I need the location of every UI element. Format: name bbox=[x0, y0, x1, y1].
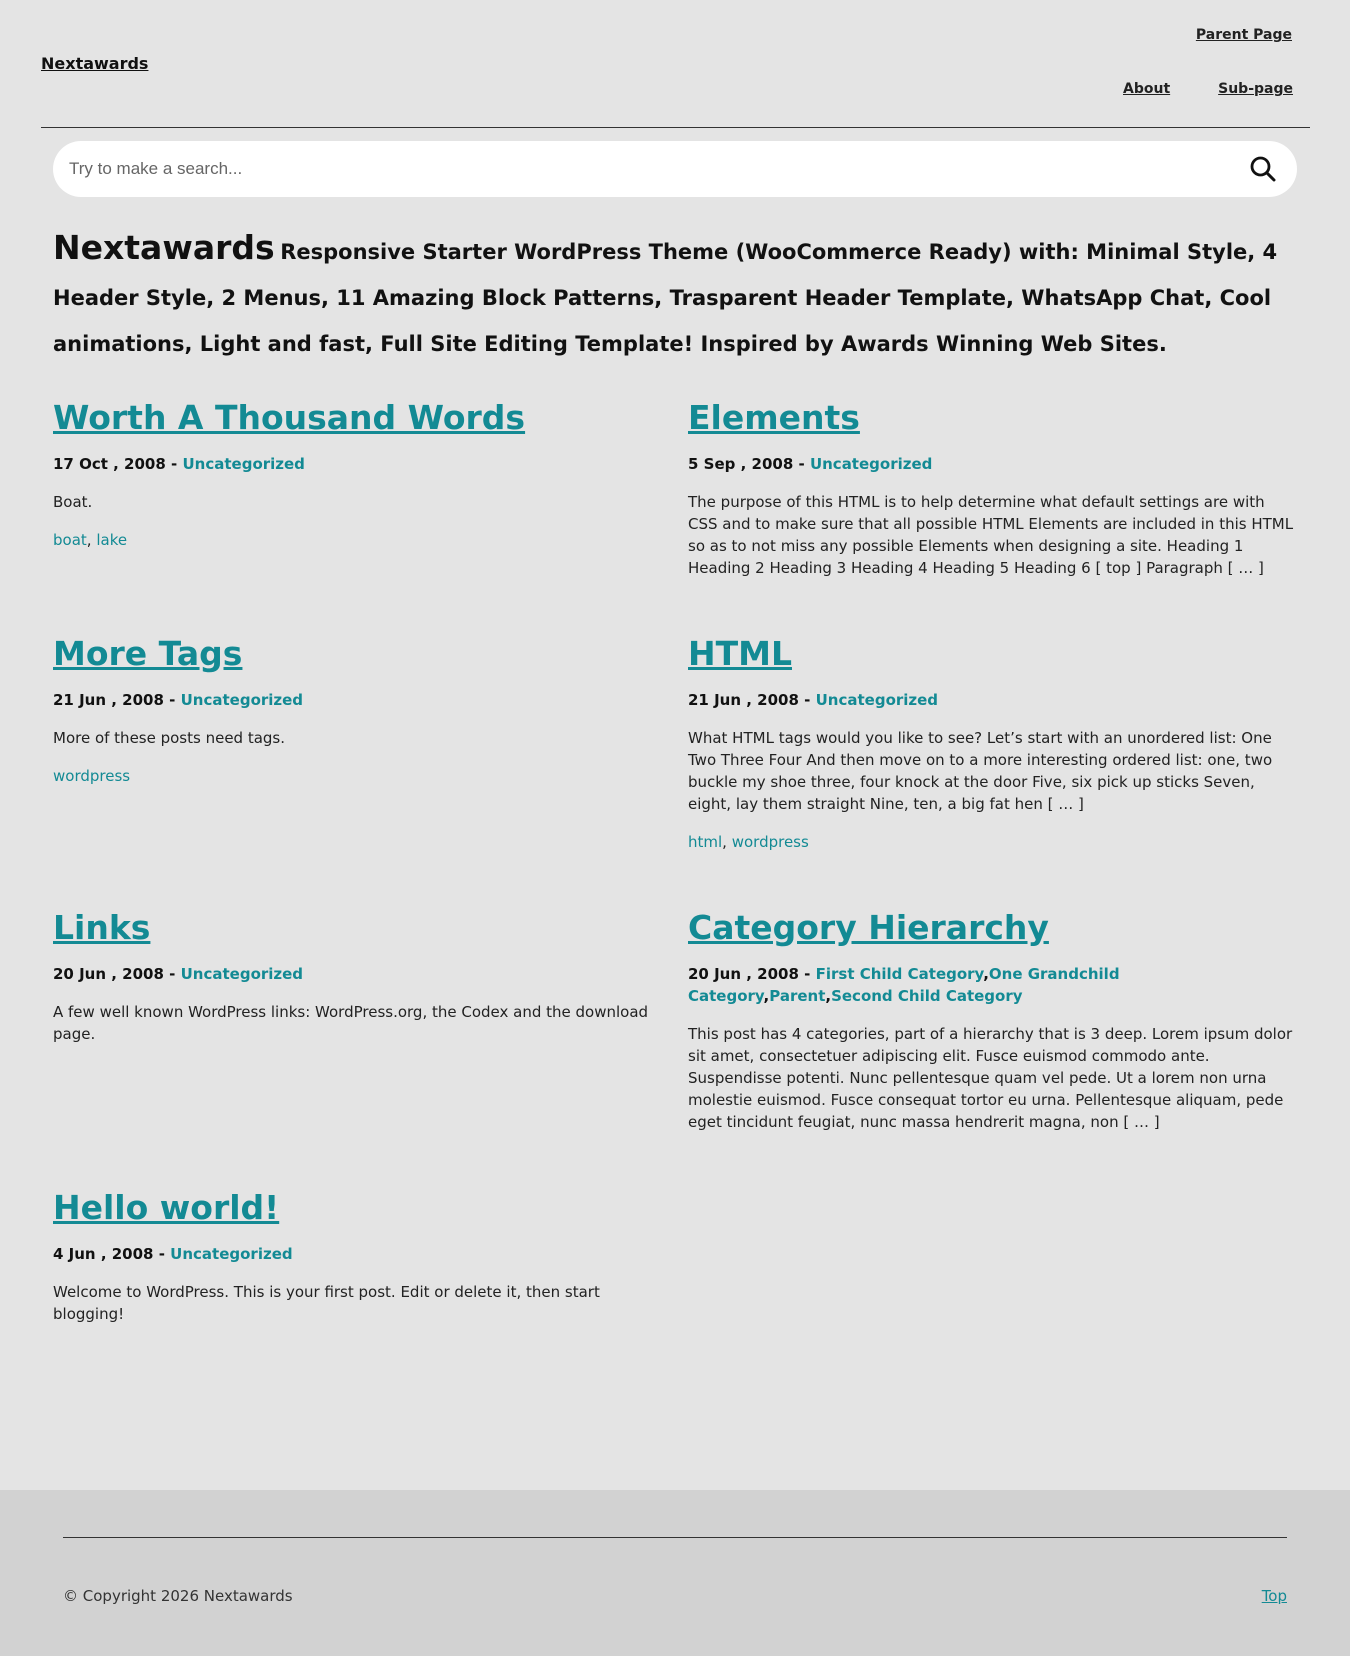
post-category-link[interactable]: Uncategorized bbox=[809, 455, 933, 473]
post-card bbox=[53, 397, 663, 551]
post-meta bbox=[53, 689, 663, 711]
post-card bbox=[688, 907, 1298, 1133]
post-category-link[interactable]: Parent bbox=[769, 987, 826, 1005]
footer-divider bbox=[63, 1537, 1287, 1538]
post-date: 17 Oct , 2008 - bbox=[53, 455, 183, 473]
post-title-link[interactable]: Category Hierarchy bbox=[688, 908, 1049, 947]
post-title-link[interactable]: Worth A Thousand Words bbox=[53, 398, 526, 437]
copyright-text: © Copyright 2026 Nextawards bbox=[63, 1587, 293, 1605]
post-card bbox=[688, 633, 1298, 853]
post-tags: boat, lake bbox=[53, 531, 128, 549]
header-divider bbox=[41, 127, 1310, 128]
post-date: 20 Jun , 2008 - bbox=[688, 965, 816, 983]
post-title-link[interactable]: Links bbox=[53, 908, 151, 947]
post-card bbox=[53, 1187, 663, 1325]
post-category-link[interactable]: Uncategorized bbox=[182, 455, 305, 473]
tag-link[interactable]: wordpress bbox=[53, 767, 131, 785]
post-excerpt: Boat. bbox=[53, 493, 93, 511]
post-card bbox=[53, 633, 663, 787]
post-date: 21 Jun , 2008 - bbox=[688, 691, 816, 709]
tag-link[interactable]: wordpress bbox=[731, 833, 809, 851]
post-category-link[interactable]: Second Child Category bbox=[831, 987, 1023, 1005]
post-date: 21 Jun , 2008 - bbox=[53, 691, 181, 709]
site-footer bbox=[0, 1490, 1350, 1656]
post-title-link[interactable]: More Tags bbox=[53, 634, 243, 673]
search-bar bbox=[53, 141, 1297, 197]
post-excerpt: The purpose of this HTML is to help determine what default settings are with CSS and to make sure that all possible HTML Elements are included in this HTML so as to not miss any possible Elements when designing a site. Heading 1 Heading 2 Heading 3 Heading 4 Heading 5 Heading 6 [ top ] Paragraph [ … ] bbox=[688, 493, 1294, 577]
post-title-link[interactable]: Hello world! bbox=[53, 1188, 280, 1227]
intro-brand: Nextawards bbox=[53, 228, 275, 267]
nav-parent-page[interactable]: Parent Page bbox=[1195, 27, 1292, 43]
post-category-link[interactable]: Uncategorized bbox=[180, 965, 304, 983]
nav-sub-page[interactable]: Sub-page bbox=[1218, 81, 1293, 97]
post-tags bbox=[53, 765, 663, 787]
intro-tagline: Responsive Starter WordPress Theme (WooCommerce Ready) with: Minimal Style, 4 Header Style, 2 Menus, 11 Amazing Block Patterns, Trasparent Header Template, WhatsApp Chat, Cool animations, Light and fast, Full Site Editing Template! Inspired by Awards Winning Web Sites. bbox=[53, 240, 1278, 356]
post-date: 20 Jun , 2008 - bbox=[53, 965, 181, 983]
post-card bbox=[53, 907, 663, 1045]
back-to-top-link[interactable]: Top bbox=[1261, 1587, 1287, 1605]
post-date: 4 Jun , 2008 - bbox=[53, 1245, 171, 1263]
post-meta bbox=[688, 689, 1298, 711]
nav-about[interactable]: About bbox=[1123, 81, 1171, 97]
post-excerpt: A few well known WordPress links: WordPress.org, the Codex and the download page. bbox=[53, 1003, 649, 1043]
post-excerpt: Welcome to WordPress. This is your first post. Edit or delete it, then start blogging! bbox=[53, 1283, 600, 1323]
post-tags: html, wordpress bbox=[688, 833, 809, 851]
post-card bbox=[688, 397, 1298, 579]
post-meta bbox=[53, 453, 663, 475]
post-meta bbox=[53, 1243, 663, 1265]
post-category-link[interactable]: First Child Category bbox=[815, 965, 984, 983]
tag-link[interactable]: boat bbox=[53, 531, 87, 549]
post-date: 5 Sep , 2008 - bbox=[688, 455, 810, 473]
post-title-link[interactable]: Elements bbox=[688, 398, 860, 437]
post-excerpt: More of these posts need tags. bbox=[53, 729, 286, 747]
post-category-link[interactable]: Uncategorized bbox=[815, 691, 939, 709]
post-excerpt: What HTML tags would you like to see? Let’s start with an unordered list: One Two Three Four And then move on to a more interesting ordered list: one, two buckle my shoe three, four knock at the door Five, six pick up sticks Seven, eight, lay them straight Nine, ten, a big fat hen [ … ] bbox=[688, 729, 1273, 813]
tag-link[interactable]: html bbox=[688, 833, 723, 851]
post-title-link[interactable]: HTML bbox=[688, 634, 792, 673]
post-meta: 20 Jun , 2008 - First Child Category,One Grandchild Category,Parent,Second Child Category bbox=[688, 965, 1120, 1005]
search-input[interactable] bbox=[69, 155, 1219, 183]
post-meta bbox=[688, 453, 1298, 475]
post-category-link[interactable]: One Grandchild Category bbox=[688, 965, 1120, 1005]
post-category-link[interactable]: Uncategorized bbox=[180, 691, 304, 709]
post-meta bbox=[53, 963, 663, 985]
site-title[interactable]: Nextawards bbox=[41, 54, 149, 73]
post-category-link[interactable]: Uncategorized bbox=[170, 1245, 293, 1263]
post-excerpt: This post has 4 categories, part of a hierarchy that is 3 deep. Lorem ipsum dolor sit amet, consectetuer adipiscing elit. Fusce euismod commodo ante. Suspendisse potenti. Nunc pellentesque quam vel pede. Ut a lorem non urna molestie euismod. Fusce consequat tortor eu urna. Pellentesque aliquam, pede eget tincidunt feugiat, nunc massa hendrerit magna, non [ … ] bbox=[688, 1025, 1293, 1131]
intro-heading bbox=[53, 226, 1303, 368]
tag-link[interactable]: lake bbox=[96, 531, 128, 549]
search-icon[interactable] bbox=[1249, 155, 1277, 183]
